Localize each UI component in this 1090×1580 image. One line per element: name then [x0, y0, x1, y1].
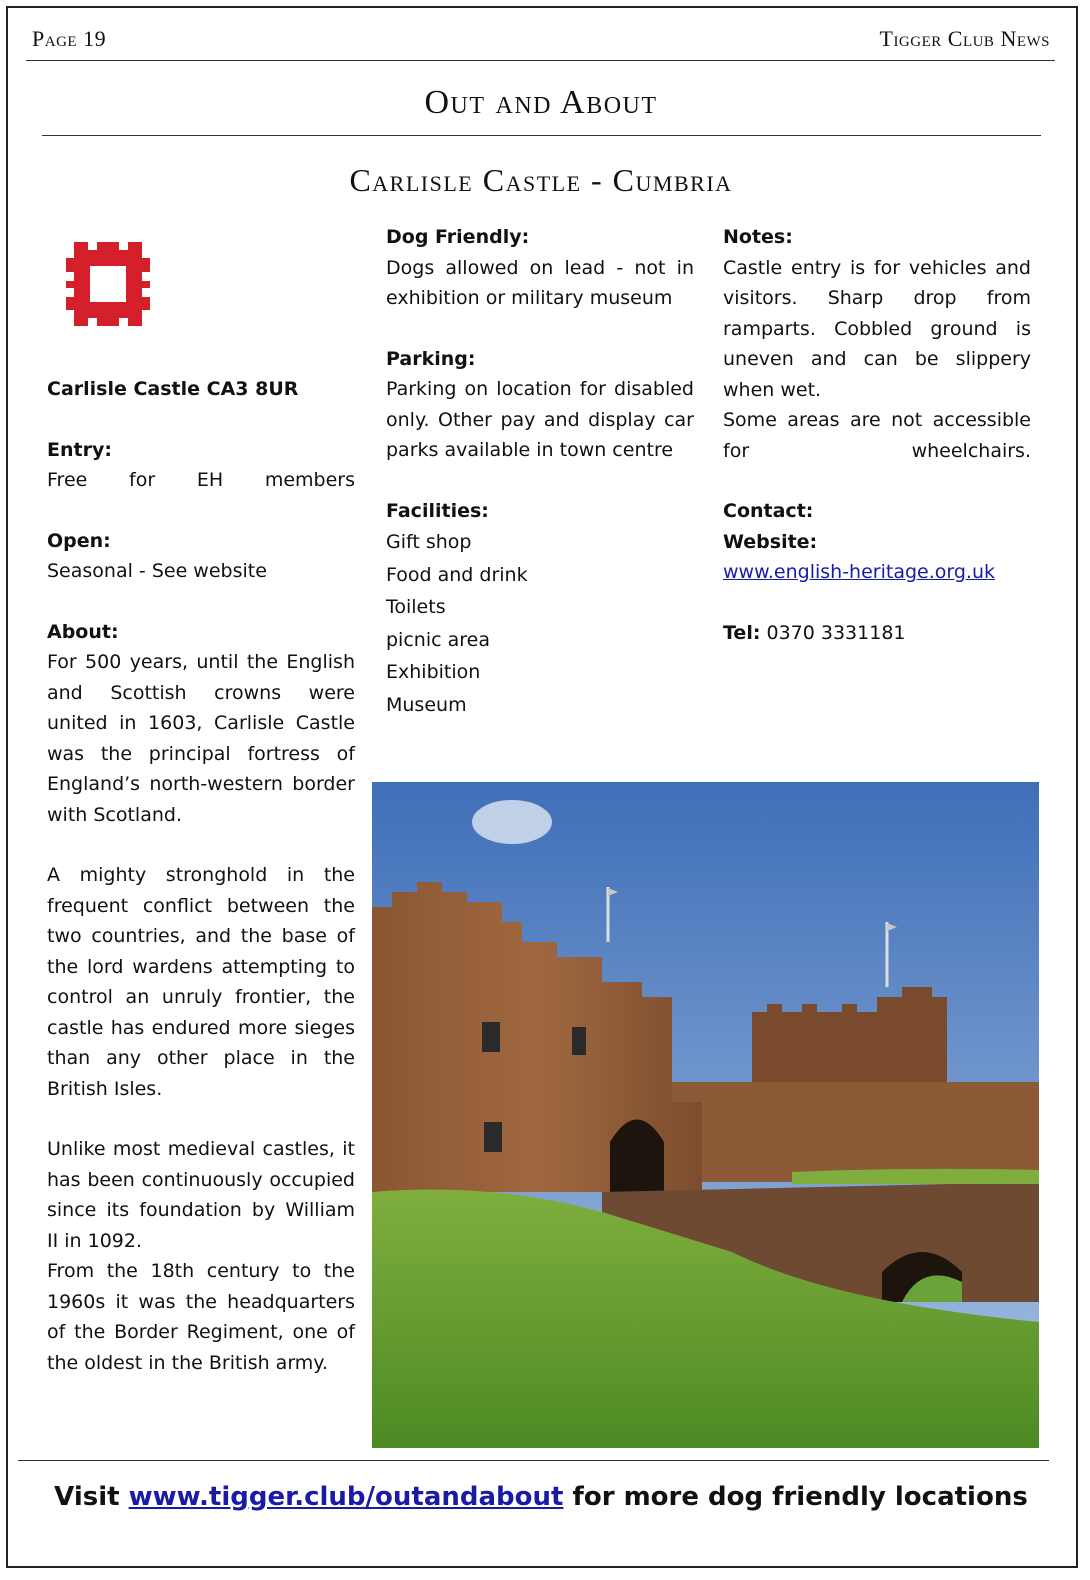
entry-label: Entry: [47, 438, 112, 461]
facility-item: picnic area [386, 628, 490, 651]
open-text: Seasonal - See website [47, 560, 267, 582]
notes-text-accessibility: Some areas are not accessible for wheelchairs. [723, 409, 1031, 462]
right-column [723, 222, 1031, 648]
page-number: Page 19 [32, 26, 107, 51]
website-link[interactable]: www.english-heritage.org.uk [723, 561, 996, 583]
article-title: Carlisle Castle - Cumbria [349, 162, 733, 198]
notes-text: Castle entry is for vehicles and visitors. Sharp drop from ramparts. Cobbled ground is uneven and can be slippery when wet. [723, 256, 1031, 401]
dog-friendly-text: Dogs allowed on lead - not in exhibition or military museum [386, 256, 694, 309]
about-paragraph: A mighty stronghold in the frequent conflict between the two countries, and the base of the lord wardens attempting to control an unruly frontier, the castle has endured more sieges than any other place in the British Isles. [47, 864, 355, 1100]
parking-text: Parking on location for disabled only. Other pay and display car parks available in town centre [386, 378, 694, 461]
tel-number: 0370 3331181 [766, 621, 906, 644]
footer-promo [0, 1482, 1082, 1512]
about-label: About: [47, 620, 119, 643]
about-paragraph: Unlike most medieval castles, it has been continuously occupied since its foundation by William II in 1092. [47, 1138, 355, 1252]
notes-label: Notes: [723, 226, 793, 248]
entry-text: Free for EH members [47, 469, 355, 491]
facility-item: Gift shop [386, 531, 472, 553]
about-paragraph: From the 18th century to the 1960s it was the headquarters of the Border Regiment, one of the oldest in the British army. [47, 1260, 355, 1374]
footer-suffix: for more dog friendly locations [572, 1482, 1028, 1512]
website-label: Website: [723, 530, 818, 553]
section-title: Out and About [424, 84, 658, 121]
about-paragraph: For 500 years, until the English and Scottish crowns were united in 1603, Carlisle Castle was the principal fortress of England’s north-western border with Scotland. [47, 651, 355, 826]
facility-item: Food and drink [386, 563, 528, 586]
facility-item: Museum [386, 693, 467, 716]
carlisle-castle-photo [372, 782, 1039, 1448]
facilities-label: Facilities: [386, 499, 489, 522]
left-column [47, 374, 355, 1378]
open-label: Open: [47, 529, 111, 552]
facility-item: Toilets [386, 596, 446, 618]
contact-label: Contact: [723, 500, 814, 522]
english-heritage-logo-icon [60, 236, 156, 332]
footer-prefix: Visit [54, 1482, 120, 1512]
section-divider [42, 135, 1041, 136]
address: Carlisle Castle CA3 8UR [47, 378, 299, 400]
header-divider [26, 60, 1055, 61]
publication-name: Tigger Club News [879, 26, 1050, 51]
footer-divider [18, 1460, 1049, 1461]
dog-friendly-label: Dog Friendly: [386, 226, 530, 248]
footer-link[interactable]: www.tigger.club/outandabout [128, 1482, 564, 1512]
parking-label: Parking: [386, 347, 476, 370]
facility-item: Exhibition [386, 661, 481, 683]
middle-column [386, 222, 694, 721]
tel-label: Tel: [723, 621, 761, 644]
